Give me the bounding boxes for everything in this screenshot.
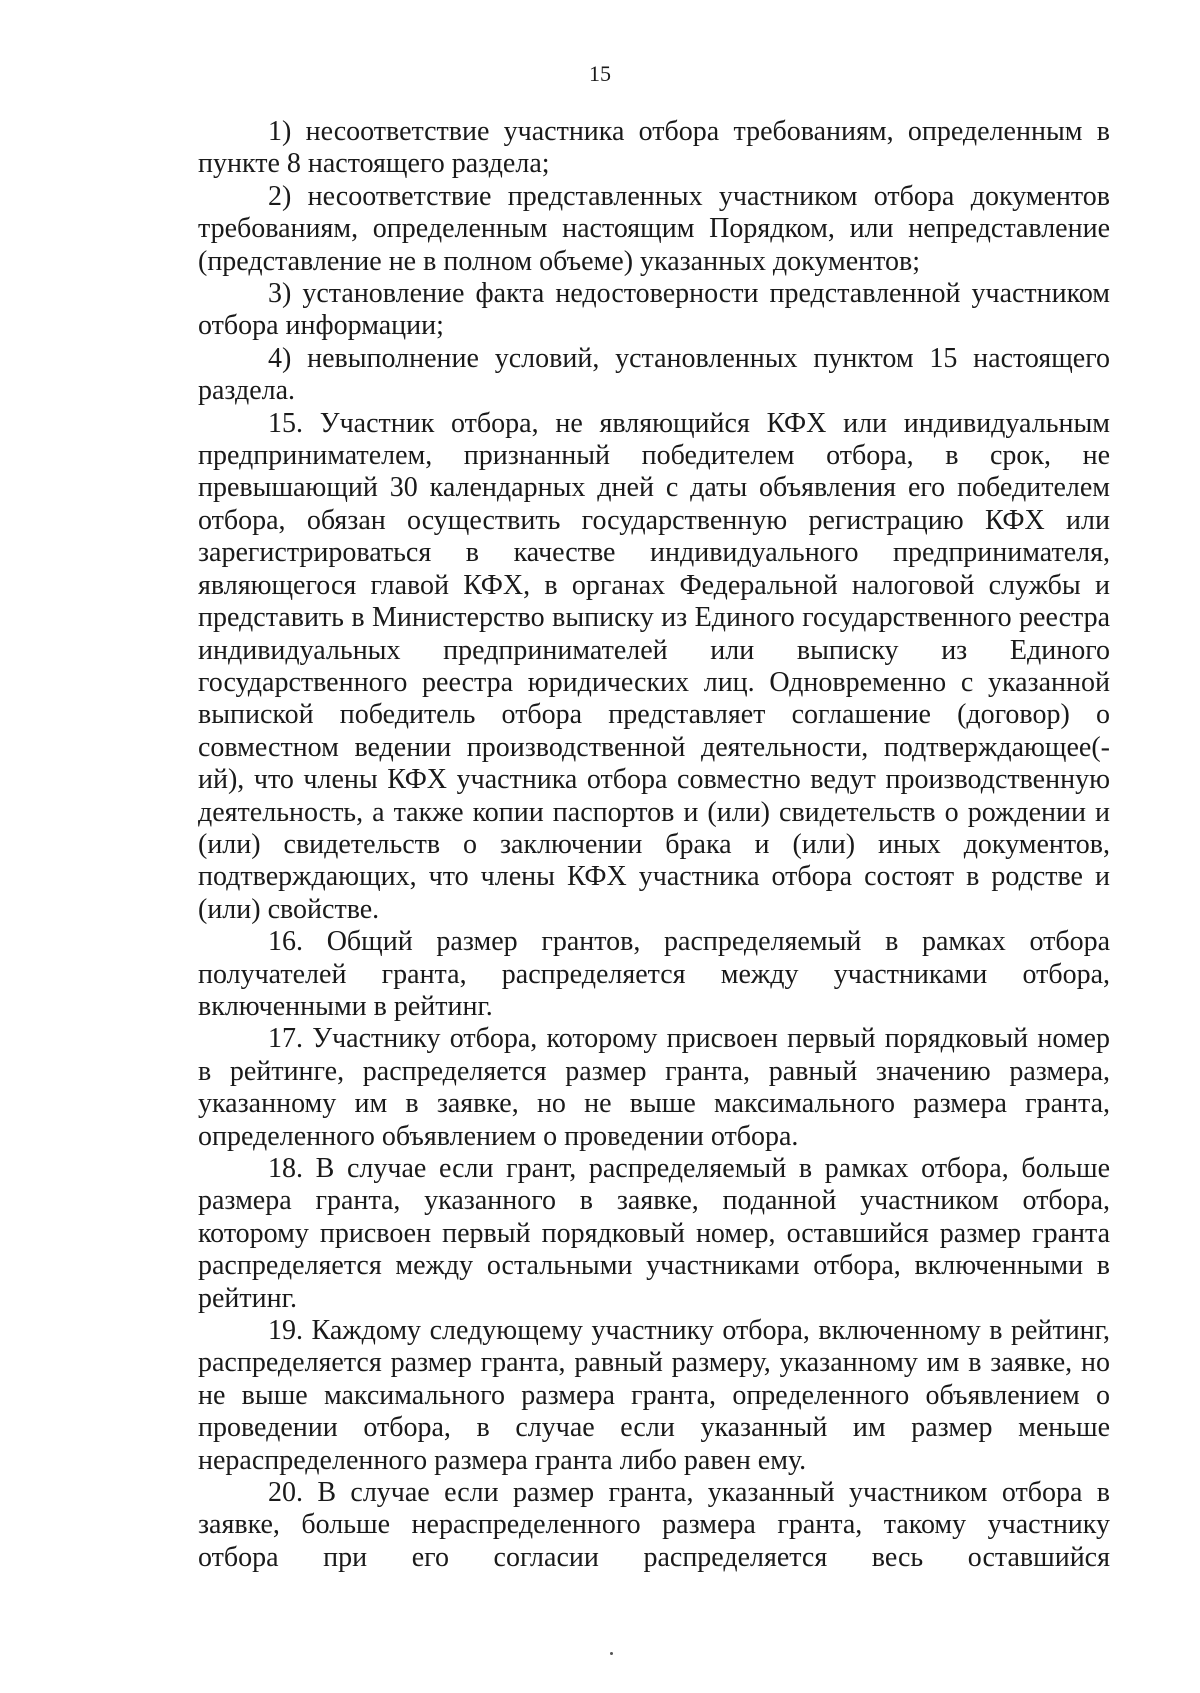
page-number: 15 [589,61,611,86]
paragraph-clause-19: 19. Каждому следующему участнику отбора, включенному в рейтинг, распределяется размер гранта, равный размеру, указанному им в заявке, но не выше максимального размера гранта, определенного объявлением о проведении отбора, в случае если указанный им размер меньше нераспределенного размера гранта либо равен ему. [198,1315,1110,1476]
paragraph-item-4: 4) невыполнение условий, установленных пунктом 15 настоящего раздела. [198,342,1110,407]
paragraph-clause-17: 17. Участнику отбора, которому присвоен первый порядковый номер в рейтинге, распределяется размер гранта, равный значению размера, указанному им в заявке, но не выше максимального размера гранта, определенного объявлением о проведении отбора. [198,1023,1110,1152]
paragraph-clause-15: 15. Участник отбора, не являющийся КФХ или индивидуальным предпринимателем, признанный победителем отбора, в срок, не превышающий 30 календарных дней с даты объявления его победителем отбора, обязан осуществить государственную регистрацию КФХ или зарегистрироваться в качестве индивидуального предпринимателя, являющегося главой КФХ, в органах Федеральной налоговой службы и представить в Министерство выписку из Единого государственного реестра индивидуальных предпринимателей или выписку из Единого государственного реестра юридических лиц. Одновременно с указанной выпиской победитель отбора представляет соглашение (договор) о совместном ведении производственной деятельности, подтверждающее(-ий), что члены КФХ участника отбора совместно ведут производственную деятельность, а также копии паспортов и (или) свидетельств о рождении и (или) свидетельств о заключении брака и (или) иных документов, подтверждающих, что члены КФХ участника отбора состоят в родстве и (или) свойстве. [198,407,1110,925]
paragraph-clause-20: 20. В случае если размер гранта, указанный участником отбора в заявке, больше нераспределенного размера гранта, такому участнику отбора при его согласии распределяется весь оставшийся [198,1477,1110,1573]
paragraph-clause-18: 18. В случае если грант, распределяемый в рамках отбора, больше размера гранта, указанного в заявке, поданной участником отбора, которому присвоен первый порядковый номер, оставшийся размер гранта распределяется между остальными участниками отбора, включенными в рейтинг. [198,1153,1110,1314]
paragraph-item-1: 1) несоответствие участника отбора требованиям, определенным в пункте 8 настоящего раздела; [198,116,1110,180]
document-body [198,116,1110,1574]
scan-dot [610,1652,613,1655]
paragraph-item-2: 2) несоответствие представленных участником отбора документов требованиям, определенным настоящим Порядком, или непредставление (представление не в полном объеме) указанных документов; [198,180,1110,277]
paragraph-item-3: 3) установление факта недостоверности представленной участником отбора информации; [198,278,1110,342]
paragraph-clause-16: 16. Общий размер грантов, распределяемый в рамках отбора получателей гранта, распределяется между участниками отбора, включенными в рейтинг. [198,926,1110,1022]
